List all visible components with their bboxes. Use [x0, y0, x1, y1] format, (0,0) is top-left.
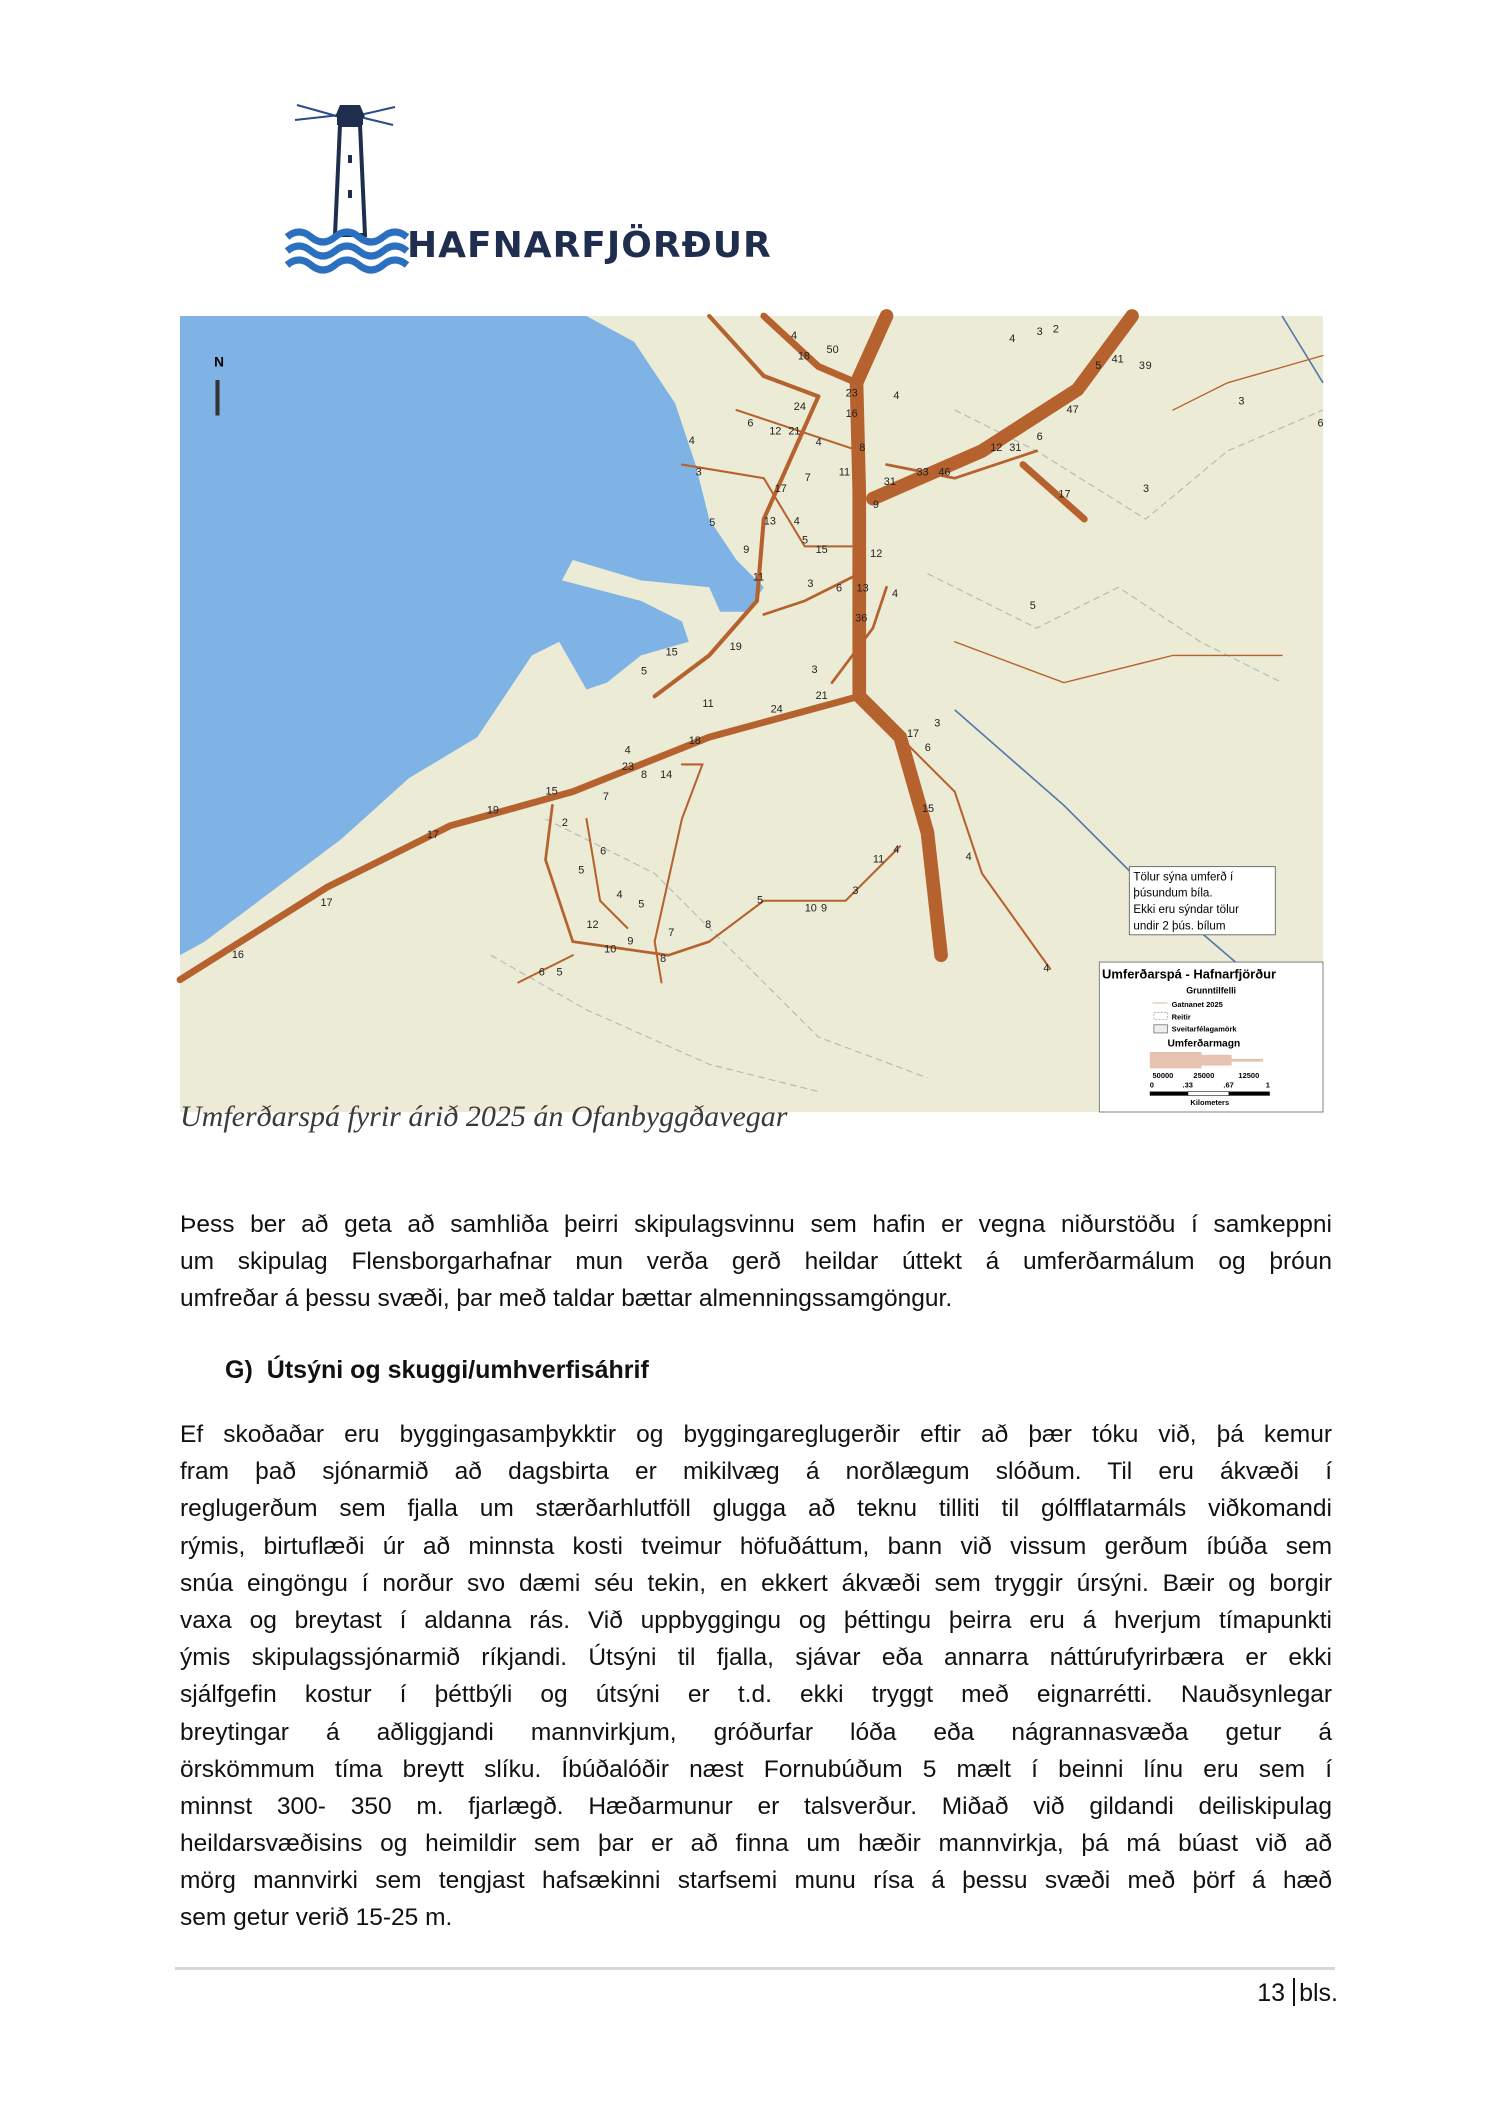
svg-text:0: 0	[1149, 1080, 1154, 1090]
road-volume-label: 6	[1317, 417, 1324, 430]
road-volume-label: 3	[1138, 360, 1145, 373]
road-volume-label: 7	[668, 927, 675, 940]
svg-text:Umferðarspá - Hafnarfjörður: Umferðarspá - Hafnarfjörður	[1102, 966, 1277, 982]
road-volume-label: 3	[807, 578, 814, 591]
text-line: um skipulag Flensborgarhafnar mun verða gerð heildar úttekt á umferðarmálum og þróun	[180, 1248, 1332, 1276]
figure-caption: Umferðarspá fyrir árið 2025 án Ofanbyggðavegar	[180, 1100, 788, 1133]
logo-text: HAFNARFJÖRÐUR	[407, 225, 772, 266]
text-line: minnst 300- 350 m. fjarlægð. Hæðarmunur er talsverður. Miðað við gildandi deiliskipulag	[180, 1792, 1332, 1820]
road-volume-label: 23	[845, 387, 858, 400]
road-volume-label: 2	[561, 816, 568, 829]
road-volume-label: 17	[906, 728, 920, 741]
svg-text:Tölur sýna umferð í: Tölur sýna umferð í	[1133, 871, 1234, 884]
text-line: Ef skoðaðar eru byggingasamþykktir og byggingareglugerðir eftir að þær tóku við, þá kemur	[180, 1421, 1332, 1448]
road-volume-label: 6	[836, 582, 843, 595]
svg-text:undir 2 þús. bílum: undir 2 þús. bílum	[1133, 920, 1226, 933]
road-volume-label: 4	[965, 850, 972, 863]
road-volume-label: 41	[1111, 353, 1124, 366]
road-volume-label: 24	[793, 401, 806, 414]
svg-text:Sveitarfélagamörk: Sveitarfélagamörk	[1171, 1024, 1237, 1034]
road-volume-label: 31	[1009, 441, 1022, 454]
road-volume-label: 5	[578, 864, 585, 877]
text-line: breytingar á aðliggjandi mannvirkjum, gróðurfar lóða eða nágrannasvæða getur á	[180, 1718, 1332, 1746]
page-number	[1257, 1978, 1338, 2008]
road-volume-label: 31	[883, 476, 896, 489]
road-volume-label: 9	[627, 935, 634, 948]
paragraph-traffic	[180, 1206, 1332, 1318]
map-note-box	[1129, 867, 1275, 935]
road-volume-label: 4	[815, 436, 822, 449]
road-volume-label: 7	[804, 471, 811, 484]
road-volume-label: 12	[990, 441, 1003, 454]
road-volume-label: 3	[695, 466, 702, 479]
road-volume-label: 4	[793, 515, 800, 528]
road-volume-label: 15	[921, 803, 935, 816]
page-suffix: bls.	[1299, 1979, 1338, 2007]
road-volume-label: 10	[804, 902, 817, 915]
svg-text:.67: .67	[1223, 1080, 1234, 1090]
road-volume-label: 4	[893, 390, 900, 403]
svg-text:.33: .33	[1182, 1080, 1193, 1090]
page-number-value: 13	[1257, 1979, 1286, 2007]
road-volume-label: 4	[688, 435, 695, 448]
road-volume-label: 3	[811, 664, 818, 677]
road-volume-label: 4	[1009, 332, 1016, 345]
road-volume-label: 8	[705, 918, 712, 931]
text-line: sem getur verið 15-25 m.	[180, 1904, 453, 1932]
svg-text:Reitir: Reitir	[1171, 1012, 1191, 1022]
road-volume-label: 3	[1238, 395, 1245, 408]
road-volume-label: 24	[770, 703, 783, 716]
road-volume-label: 6	[538, 966, 545, 979]
road-volume-label: 18	[688, 734, 701, 747]
road-volume-label: 50	[826, 343, 839, 356]
road-volume-label: 17	[426, 829, 440, 842]
road-volume-label: 2	[1052, 323, 1060, 336]
road-volume-label: 9	[1145, 360, 1152, 373]
svg-text:þúsundum bíla.: þúsundum bíla.	[1133, 887, 1213, 900]
map-legend	[1099, 962, 1323, 1112]
road-volume-label: 19	[729, 640, 742, 653]
road-volume-label: 6	[747, 417, 754, 430]
footer-divider	[175, 1967, 1335, 1970]
road-volume-label: 19	[486, 804, 500, 817]
road-volume-label: 6	[924, 741, 931, 754]
text-line: umfreðar á þessu svæði, þar með taldar bættar almenningssamgöngur.	[180, 1285, 953, 1313]
road-volume-label: 3	[852, 884, 859, 897]
road-volume-label: 36	[855, 612, 868, 625]
road-volume-label: 12	[870, 548, 883, 561]
text-line: snúa eingöngu í norður svo dæmi séu tekin, en ekkert ákvæði sem tryggir úrsýni. Bæir og borgir	[180, 1569, 1332, 1597]
road-volume-label: 15	[815, 544, 828, 557]
text-line: mörg mannvirki sem tengjast hafsækinni starfsemi munu rísa á þessu svæði með þörf á hæð	[180, 1867, 1332, 1895]
road-volume-label: 11	[702, 698, 714, 711]
road-volume-label: 4	[791, 330, 798, 343]
road-volume-label: 17	[774, 482, 787, 495]
road-volume-label: 4	[891, 587, 899, 600]
road-volume-label: 5	[638, 898, 645, 911]
paragraph-view-shadow	[180, 1416, 1332, 1937]
road-volume-label: 4	[893, 844, 900, 857]
road-volume-label: 4	[1043, 962, 1050, 975]
text-line: Þess ber að geta að samhliða þeirri skipulagsvinnu sem hafin er vegna niðurstöðu í samkeppni	[180, 1211, 1332, 1238]
road-volume-label: 23	[621, 760, 635, 773]
road-volume-label: 5	[756, 894, 764, 907]
road-volume-label: 10	[604, 943, 617, 956]
section-title: Útsýni og skuggi/umhverfisáhrif	[266, 1356, 649, 1384]
text-line: rýmis, birtuflæði úr að minnsta kosti tveimur höfuðáttum, bann við vissum gerðum íbúða sem	[180, 1532, 1332, 1560]
road-volume-label: 9	[821, 902, 828, 915]
scale-bar	[1150, 1092, 1188, 1096]
road-volume-label: 5	[801, 534, 809, 547]
road-volume-label: 8	[859, 441, 866, 454]
svg-text:N: N	[214, 354, 224, 370]
svg-text:50000: 50000	[1152, 1070, 1174, 1080]
road-volume-label: 15	[665, 646, 678, 659]
road-volume-label: 47	[1066, 403, 1079, 416]
road-volume-label: 12	[769, 425, 782, 438]
svg-text:12500: 12500	[1238, 1070, 1260, 1080]
svg-text:Umferðarmagn: Umferðarmagn	[1167, 1038, 1241, 1050]
road-volume-label: 11	[872, 853, 885, 866]
svg-text:Grunntilfelli: Grunntilfelli	[1186, 985, 1237, 996]
road-volume-label: 6	[600, 845, 607, 858]
road-volume-label: 3	[1142, 482, 1150, 495]
road-volume-label: 9	[743, 544, 750, 557]
text-line: ýmis skipulagssjónarmið ríkjandi. Útsýni til fjalla, sjávar eða annarra náttúrufyrirbæra er ekki	[180, 1644, 1332, 1672]
section-heading	[225, 1352, 663, 1389]
road-volume-label: 15	[545, 785, 558, 798]
road-volume-label: 16	[231, 948, 244, 961]
text-line: heildarsvæðisins og heimildir sem þar er að finna um hæðir mannvirkja, þá má búast við að	[180, 1830, 1332, 1858]
text-line: örskömmum tíma breytt slíku. Íbúðalóðir næst Fornubúðum 5 mælt í beinni línu eru sem í	[180, 1755, 1332, 1783]
traffic-forecast-map	[180, 316, 1323, 1112]
road-volume-label: 5	[1095, 360, 1102, 373]
road-volume-label: 12	[586, 918, 599, 931]
text-line: sjálfgefin kostur í þéttbýli og útsýni er t.d. ekki tryggt með eignarrétti. Nauðsynlegar	[180, 1681, 1332, 1709]
road-volume-label: 9	[872, 499, 879, 512]
lighthouse-icon	[285, 95, 405, 275]
road-volume-label: 17	[320, 897, 333, 910]
hafnarfjordur-logo	[285, 95, 805, 275]
road-volume-label: 5	[556, 966, 563, 979]
text-line: fram það sjónarmið að dagsbirta er mikilvæg á norðlægum slóðum. Til eru ákvæði í	[180, 1458, 1332, 1486]
road-volume-label: 46	[938, 466, 951, 479]
svg-text:Gatnanet 2025: Gatnanet 2025	[1171, 1000, 1223, 1010]
road-volume-label: 14	[660, 769, 673, 782]
svg-text:1: 1	[1265, 1080, 1270, 1090]
road-volume-label: 21	[788, 425, 801, 438]
road-volume-label: 11	[838, 466, 851, 479]
road-volume-label: 21	[815, 690, 828, 703]
road-volume-label: 7	[602, 790, 609, 803]
road-volume-label: 3	[1036, 326, 1043, 339]
road-volume-label: 5	[641, 665, 648, 678]
waves-icon	[287, 232, 407, 270]
road-volume-label: 13	[856, 582, 869, 595]
road-volume-label: 4	[616, 889, 623, 902]
svg-text:25000: 25000	[1193, 1070, 1215, 1080]
road-volume-label: 5	[1029, 600, 1036, 613]
road-volume-label: 11	[752, 571, 765, 584]
road-volume-label: 16	[845, 407, 858, 420]
road-volume-label: 8	[660, 953, 667, 966]
text-line: vaxa og breytast í aldanna rás. Við uppbyggingu og þéttingu þeirra eru á hverjum tímapunkti	[180, 1606, 1332, 1634]
page-separator	[1293, 1978, 1295, 2006]
road-volume-label: 4	[624, 744, 631, 757]
road-volume-label: 18	[797, 350, 811, 363]
road-volume-label: 3	[934, 717, 941, 730]
road-volume-label: 33	[916, 466, 929, 479]
section-letter: G)	[225, 1356, 253, 1384]
svg-text:Kilometers: Kilometers	[1190, 1098, 1230, 1108]
road-volume-label: 8	[641, 769, 648, 782]
road-volume-label: 6	[1036, 431, 1043, 444]
road-volume-label: 17	[1058, 488, 1071, 501]
svg-text:Ekki eru sýndar tölur: Ekki eru sýndar tölur	[1133, 904, 1239, 916]
text-line: reglugerðum sem fjalla um stærðarhlutföll glugga að teknu tilliti til gólfflatarmáls viðkomandi	[180, 1495, 1332, 1523]
road-volume-label: 5	[709, 516, 716, 529]
road-volume-label: 13	[763, 515, 776, 528]
